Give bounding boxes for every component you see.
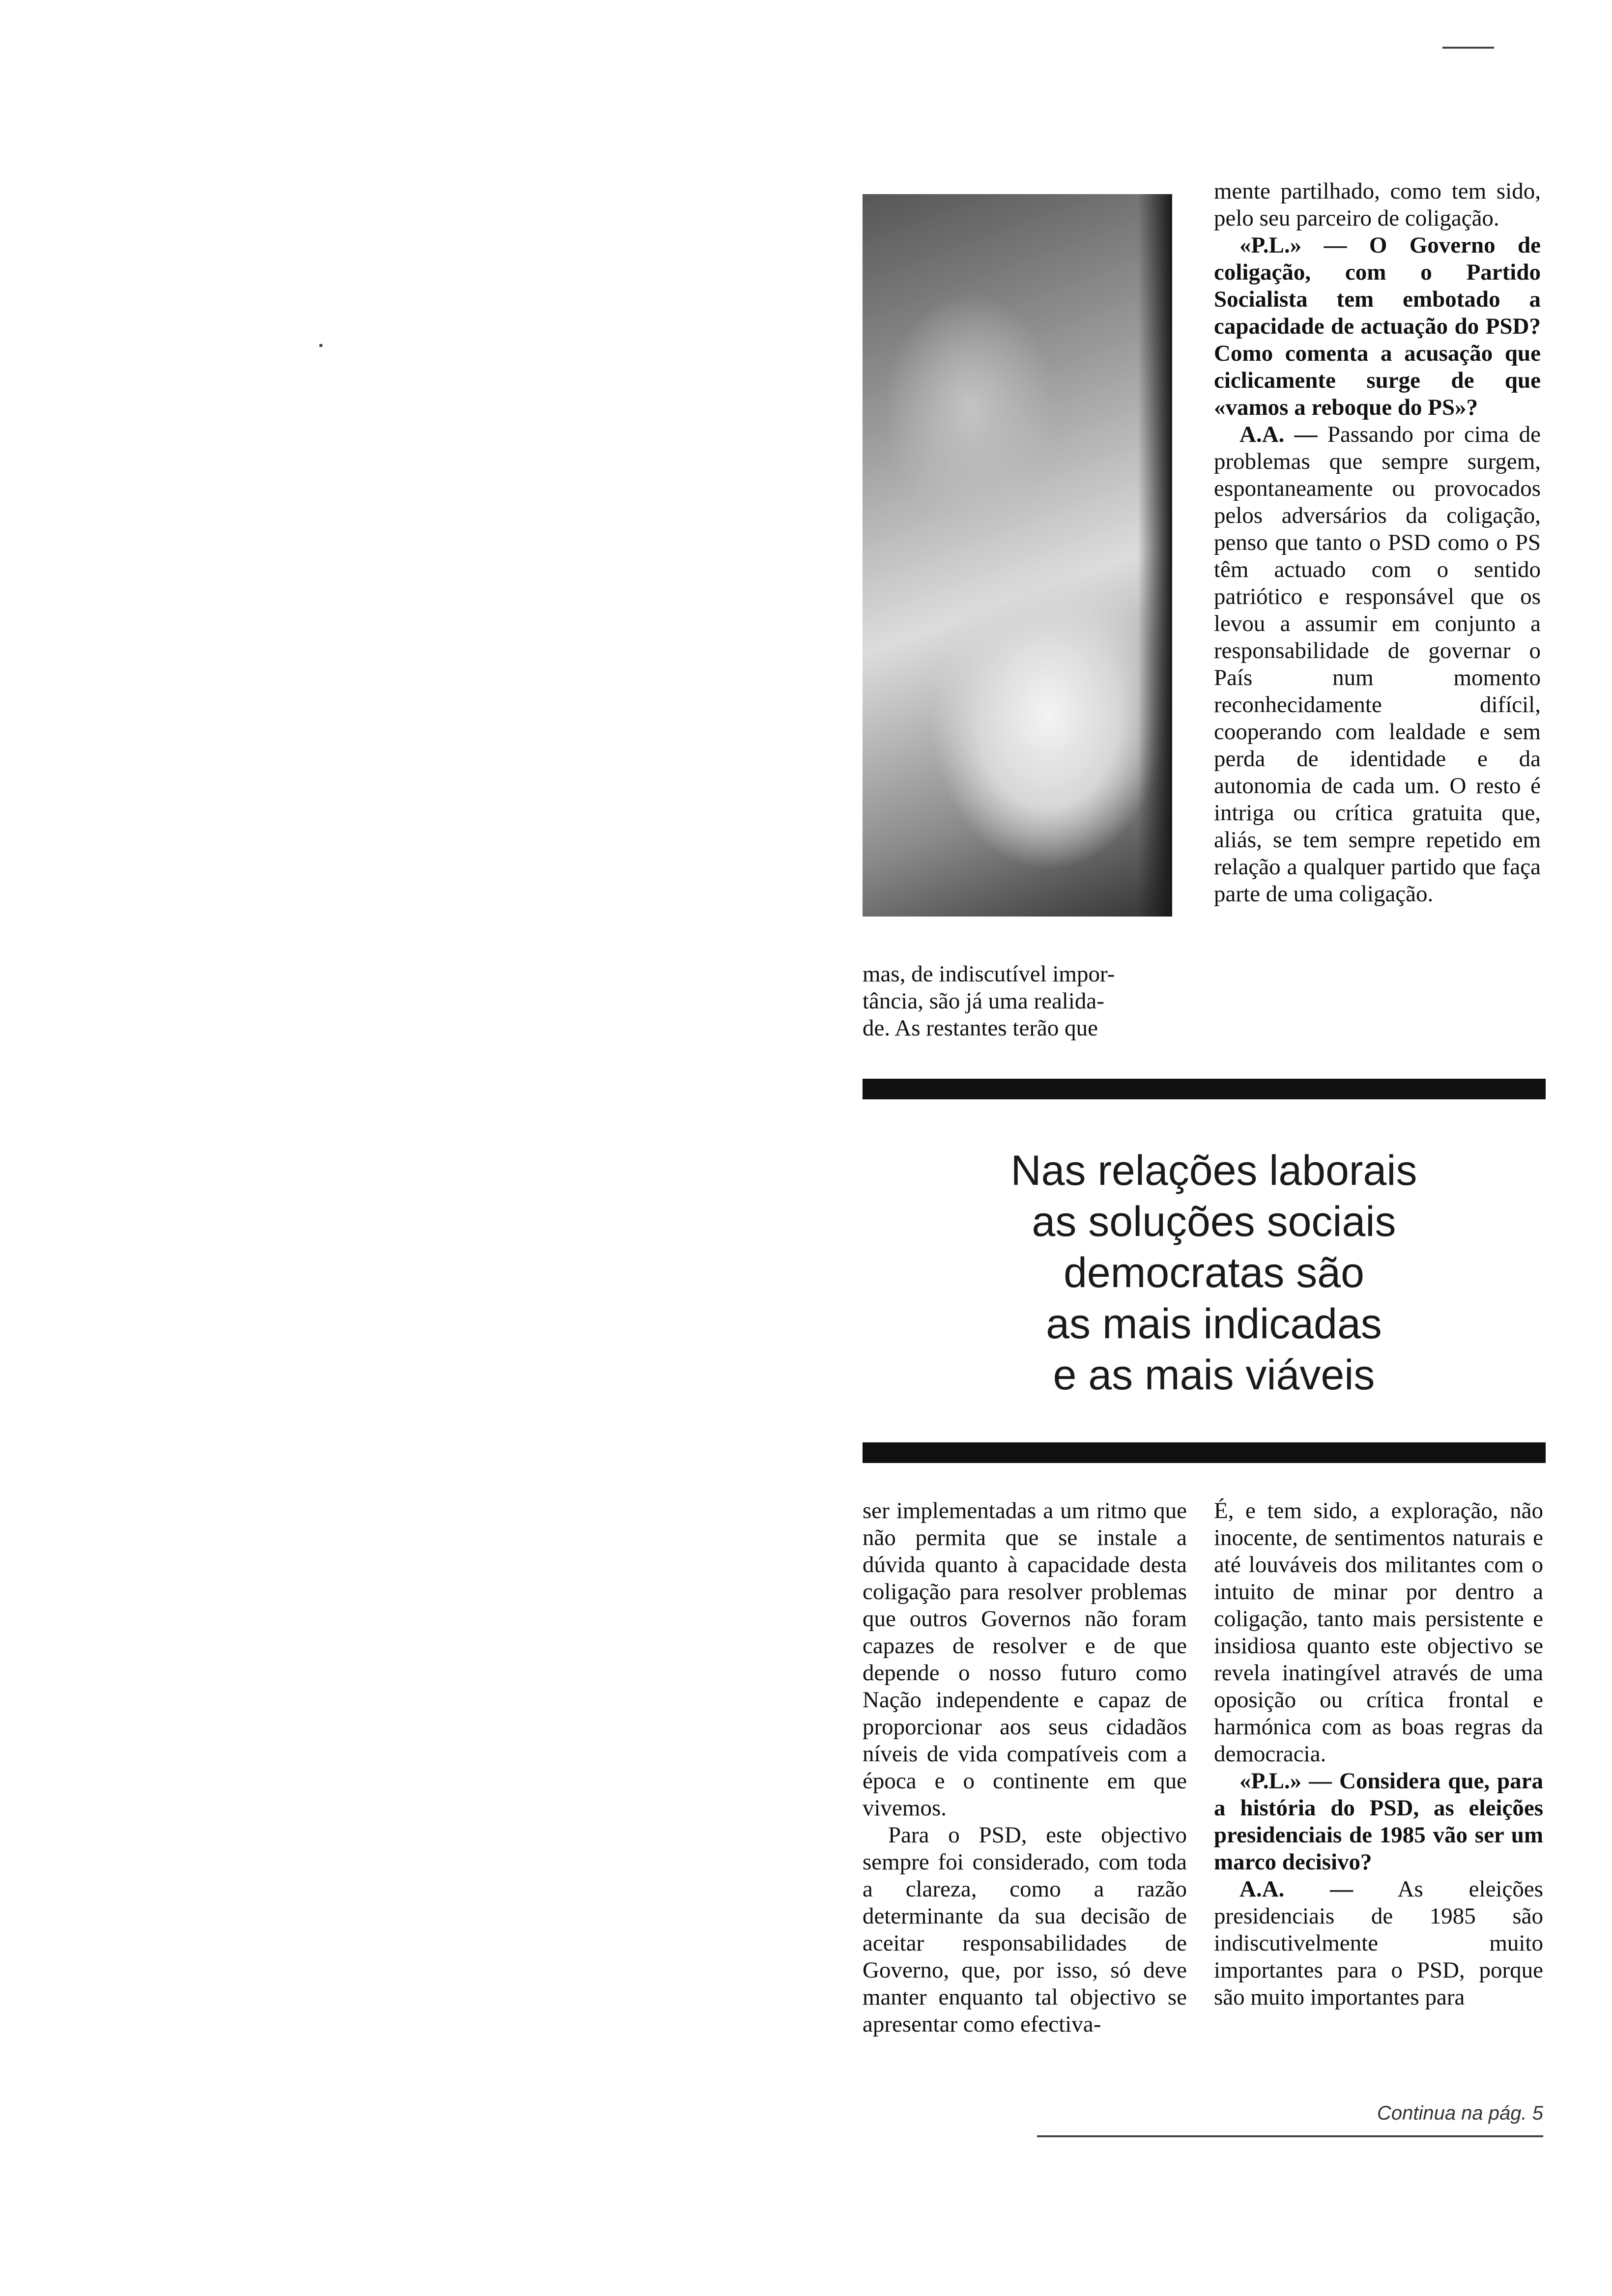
interview-question: «P.L.» — O Governo de coligação, com o Partido Socialista tem embotado a capacidade de actuação do PSD? Como comenta a acusação que ciclicamente surge de que «vamos a reboque do PS»? bbox=[1214, 232, 1541, 420]
headline-top-rule bbox=[863, 1079, 1546, 1099]
answer-text: As eleições presidenciais de 1985 são indiscutivelmente muito importantes para o PSD, porque são muito importantes para bbox=[1214, 1876, 1543, 2010]
bottom-left-column bbox=[863, 1497, 1187, 2038]
top-right-column bbox=[1214, 178, 1541, 908]
paragraph: Para o PSD, este objectivo sempre foi considerado, com toda a clareza, como a razão determinante da sua decisão de aceitar responsabilidades de Governo, que, por isso, só deve manter enquanto tal objectivo se apresentar como efectiva- bbox=[863, 1822, 1187, 2037]
headline-line: democratas são bbox=[1064, 1249, 1364, 1296]
headline bbox=[953, 1145, 1474, 1401]
caption-line: tância, são já uma realida- bbox=[863, 988, 1104, 1014]
headline-bottom-rule bbox=[863, 1442, 1546, 1463]
headline-line: as mais indicadas bbox=[1046, 1300, 1382, 1348]
headline-line: e as mais viáveis bbox=[1053, 1351, 1375, 1399]
paragraph: mente partilhado, como tem sido, pelo seu parceiro de coligação. bbox=[1214, 178, 1541, 231]
continue-note: Continua na pág. 5 bbox=[1377, 2102, 1543, 2124]
answer-text: Passando por cima de problemas que sempre surgem, espontaneamente ou provocados pelos adversários da coligação, penso que tanto o PSD como o PS têm actuado com o sentido patriótico e responsável que os levou a assumir em conjunto a responsabilidade de governar o País num momento reconhecidamente difícil, cooperando com lealdade e sem perda de identidade e da autonomia de cada um. O resto é intriga ou crítica gratuita que, aliás, se tem sempre repetido em relação a qualquer partido que faça parte de uma coligação. bbox=[1214, 422, 1541, 907]
interview-answer bbox=[1214, 421, 1541, 908]
headline-line: Nas relações laborais bbox=[1010, 1147, 1417, 1194]
answer-label: A.A. — bbox=[1239, 1876, 1353, 1902]
answer-label: A.A. — bbox=[1239, 422, 1318, 447]
photo-caption-tail bbox=[863, 961, 1172, 1042]
headline-line: as soluções sociais bbox=[1032, 1198, 1396, 1245]
caption-line: mas, de indiscutível impor- bbox=[863, 961, 1115, 987]
scan-mark bbox=[1442, 47, 1494, 49]
paragraph: ser implementadas a um ritmo que não permita que se instale a dúvida quanto à capacidade desta coligação para resolver problemas que outros Governos não foram capazes de resolver e de que depende o nosso futuro como Nação independente e capaz de proporcionar aos seus cidadãos níveis de vida compatíveis com a época e o continente em que vivemos. bbox=[863, 1498, 1187, 1821]
article-photo bbox=[863, 194, 1172, 917]
scan-dot bbox=[319, 344, 322, 347]
interview-question: «P.L.» — Considera que, para a história do PSD, as eleições presidenciais de 1985 vão ser um marco decisivo? bbox=[1214, 1768, 1543, 1875]
caption-line: de. As restantes terão que bbox=[863, 1015, 1098, 1041]
paragraph: É, e tem sido, a exploração, não inocente, de sentimentos naturais e até louváveis dos militantes com o intuito de minar por dentro a coligação, tanto mais persistente e insidiosa quanto este objectivo se revela inatingível através de uma oposição ou crítica frontal e harmónica com as boas regras da democracia. bbox=[1214, 1498, 1543, 1767]
bottom-rule bbox=[1037, 2135, 1543, 2137]
bottom-right-column bbox=[1214, 1497, 1543, 2011]
interview-answer bbox=[1214, 1876, 1543, 2011]
